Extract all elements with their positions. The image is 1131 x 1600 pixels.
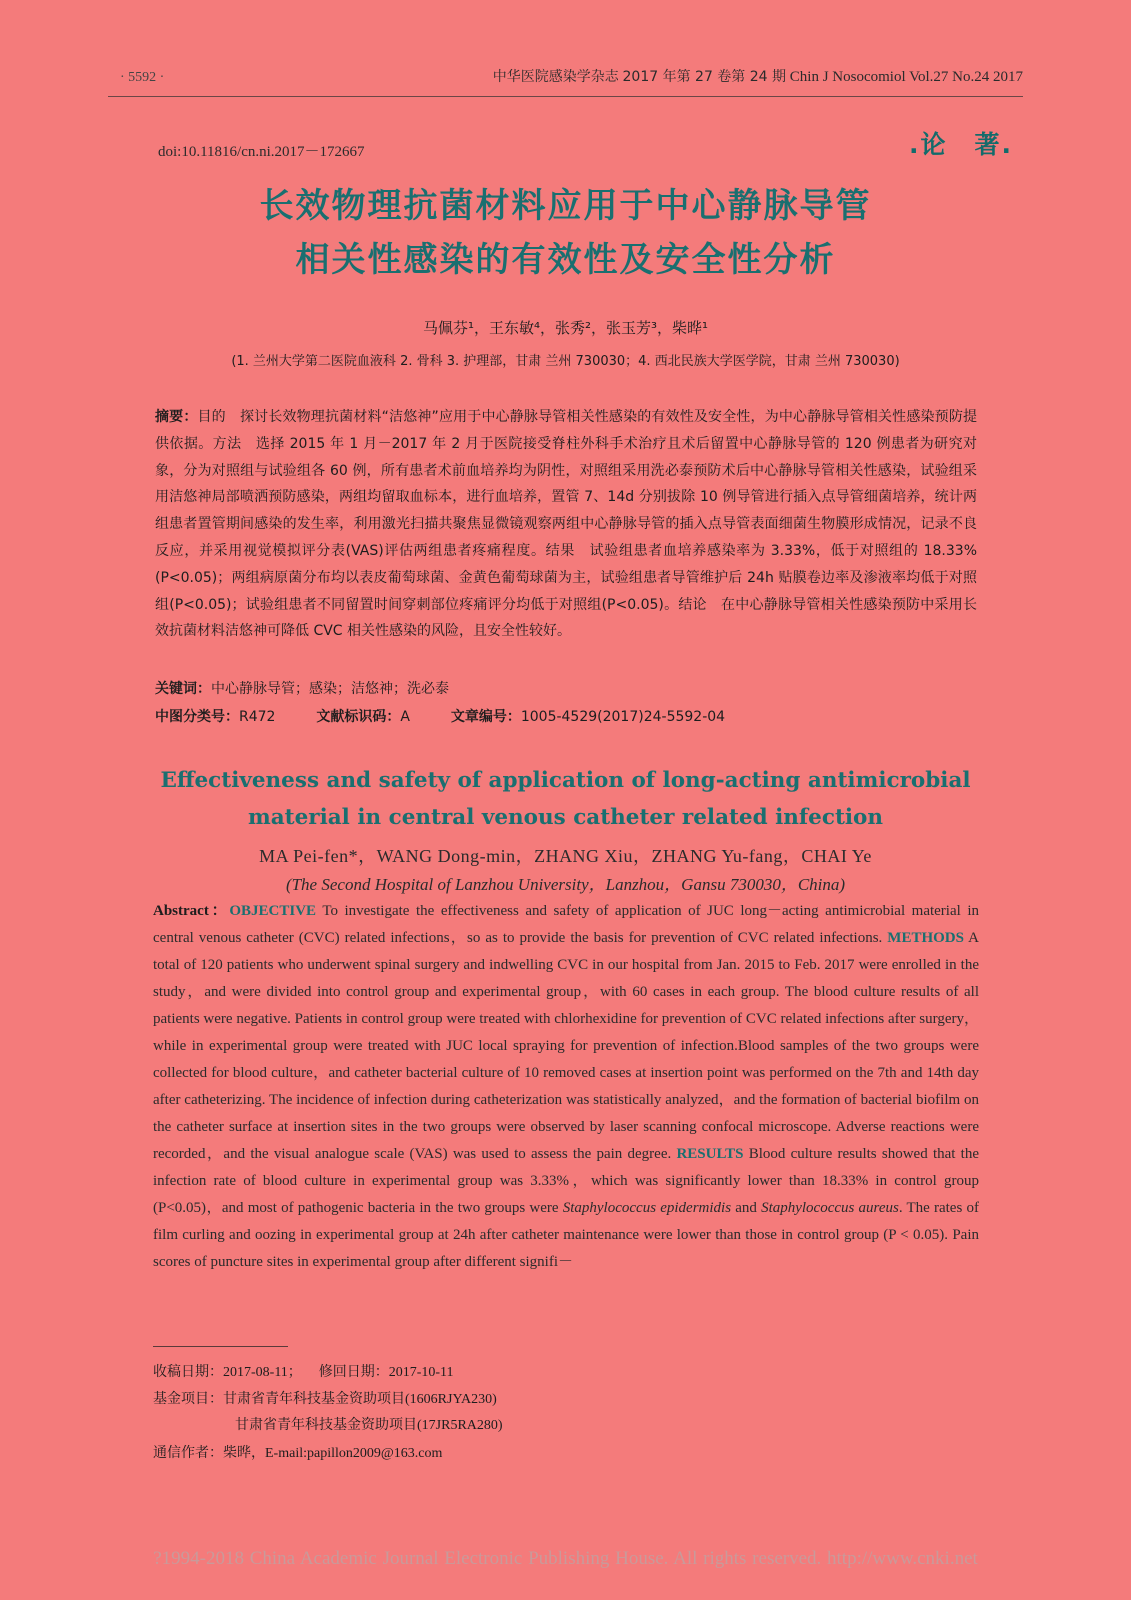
author-label: 通信作者： (153, 1445, 223, 1461)
journal-issue-cn: 2017 年第 27 卷第 24 期 (622, 69, 787, 85)
cn-authors: 马佩芬¹，王东敏⁴，张秀²，张玉芳³，柴晔¹ (422, 319, 709, 337)
revised-label: 修回日期： (318, 1364, 389, 1380)
fund-1-name: 甘肃省青年科技基金资助项目 (223, 1391, 405, 1407)
author-email: ，E-mail:papillon2009@163.com (251, 1446, 443, 1461)
section-label: .论 著. (909, 130, 1013, 159)
en-authors: MA Pei-fen*，WANG Dong-min，ZHANG Xiu，ZHANG Yu-fang，CHAI Ye (259, 846, 872, 866)
received-label: 收稿日期： (153, 1364, 223, 1380)
en-title-line-1: Effectiveness and safety of application of long-acting antimicrobial (160, 768, 971, 793)
footnote-fund-1 (153, 1388, 497, 1408)
received-value: 2017-08-11； (223, 1365, 302, 1380)
cn-affiliation: (1. 兰州大学第二医院血液科 2. 骨科 3. 护理部，甘肃 兰州 730030；4. 西北民族大学医学院，甘肃 兰州 730030) (231, 354, 900, 369)
footnote-corresponding-author (153, 1442, 442, 1462)
results-text-a: Blood culture results showed that the infection rate of blood culture in experimental group was 3.33%，which was significantly lower than 18.33% in control group (P<0.05)，and most of pathogenic bacteria in the two groups were (153, 1146, 979, 1216)
header-rule (108, 96, 1023, 97)
fund-2-name: 甘肃省青年科技基金资助项目 (235, 1417, 417, 1433)
journal-name-cn: 中华医院感染学杂志 (492, 69, 619, 85)
en-abstract (153, 898, 979, 1276)
objective-text: To investigate the effectiveness and safety of application of JUC long－acting antimicrobial material in central venous catheter (CVC) related infections，so as to provide the basis for prevention of CVC related infections. (153, 903, 979, 946)
cn-keywords (155, 676, 977, 703)
copyright-watermark: ?1994-2018 China Academic Journal Electronic Publishing House. All rights reserved. http://www.cnki.net (153, 1548, 978, 1569)
cn-abstract-label: 摘要： (155, 409, 198, 425)
page-number: · 5592 · (120, 70, 165, 85)
journal-name-en: Chin J Nosocomiol Vol.27 No.24 2017 (789, 69, 1023, 85)
cn-abstract (155, 404, 977, 645)
results-label: RESULTS (676, 1146, 744, 1162)
objective-label: OBJECTIVE (229, 903, 317, 919)
footnote-dates (153, 1361, 454, 1381)
fund-label: 基金项目： (153, 1391, 223, 1407)
fund-1-code: (1606RJYA230) (405, 1392, 497, 1407)
clc-value: R472 (239, 709, 276, 725)
results-text-b: . The rates of film curling and oozing in experimental group at 24h after catheter maintenance were lower than those in control group (P < 0.05). Pain scores of puncture sites in experimental group after different signifi－ (153, 1200, 979, 1270)
fund-2-code: (17JR5RA280) (417, 1418, 503, 1433)
cn-title-line-1: 长效物理抗菌材料应用于中心静脉导管 (259, 186, 872, 226)
revised-value: 2017-10-11 (388, 1365, 454, 1380)
doc-code-value: A (400, 709, 410, 725)
doi: doi:10.11816/cn.ni.2017－172667 (158, 144, 365, 160)
species-2: Staphylococcus aureus (761, 1200, 899, 1216)
methods-label: METHODS (887, 930, 964, 946)
author-name: 柴晔 (223, 1445, 251, 1461)
cn-classification (155, 704, 977, 731)
article-number-label: 文章编号： (450, 709, 521, 725)
cn-keywords-text: 中心静脉导管；感染；洁悠神；洗必泰 (211, 681, 449, 697)
doc-code-label: 文献标识码： (316, 709, 401, 725)
en-abstract-label: Abstract： (153, 903, 230, 919)
clc-label: 中图分类号： (155, 709, 239, 725)
methods-text: A total of 120 patients who underwent spinal surgery and indwelling CVC in our hospital from Jan. 2015 to Feb. 2017 were enrolled in the study，and were divided into control group and experimental group，with 60 cases in each group. The blood culture results of all patients were negative. Patients in control group were treated with chlorhexidine for prevention of CVC related infections after surgery，while in experimental group were treated with JUC local spraying for prevention of infection.Blood samples of the two groups were collected for blood culture，and catheter bacterial culture of 10 removed cases at insertion point was performed on the 7th and 14th day after catheterizing. The incidence of infection during catheterization was statistically analyzed，and the formation of bacterial biofilm on the catheter surface at insertion sites in the two groups were observed by laser scanning confocal microscope. Adverse reactions were recorded，and the visual analogue scale (VAS) was used to assess the pain degree. (153, 930, 979, 1162)
en-title-line-2: material in central venous catheter related infection (247, 805, 884, 830)
results-and: and (731, 1200, 762, 1216)
footnote-rule (153, 1346, 288, 1347)
footnote-fund-2 (235, 1414, 503, 1434)
running-header (493, 66, 1023, 86)
article-number-value: 1005-4529(2017)24-5592-04 (520, 709, 726, 725)
cn-keywords-label: 关键词： (155, 681, 211, 697)
cn-title-line-2: 相关性感染的有效性及安全性分析 (295, 240, 836, 280)
cn-abstract-text: 目的 探讨长效物理抗菌材料“洁悠神”应用于中心静脉导管相关性感染的有效性及安全性，为中心静脉导管相关性感染预防提供依据。方法 选择 2015 年 1 月－2017 年 2 月于医院接受脊柱外科手术治疗且术后留置中心静脉导管的 120 例患者为研究对象，分为对照组与试验组各 60 例，所有患者术前血培养均为阴性，对照组采用洗必泰预防术后中心静脉导管相关性感染，试验组采用洁悠神局部喷洒预防感染，两组均留取血标本，进行血培养，置管 7、14d 分别拔除 10 例导管进行插入点导管细菌培养，统计两组患者置管期间感染的发生率，利用激光扫描共聚焦显微镜观察两组中心静脉导管的插入点导管表面细菌生物膜形成情况，记录不良反应，并采用视觉模拟评分表(VAS)评估两组患者疼痛程度。结果 试验组患者血培养感染率为 3.33%，低于对照组的 18.33% (P<0.05)；两组病原菌分布均以表皮葡萄球菌、金黄色葡萄球菌为主，试验组患者导管维护后 24h 贴膜卷边率及渗液率均低于对照组(P<0.05)；试验组患者不同留置时间穿刺部位疼痛评分均低于对照组(P<0.05)。结论 在中心静脉导管相关性感染预防中采用长效抗菌材料洁悠神可降低 CVC 相关性感染的风险，且安全性较好。 (155, 409, 977, 640)
en-affiliation: (The Second Hospital of Lanzhou University，Lanzhou，Gansu 730030，China) (285, 875, 846, 894)
species-1: Staphylococcus epidermidis (562, 1200, 732, 1216)
